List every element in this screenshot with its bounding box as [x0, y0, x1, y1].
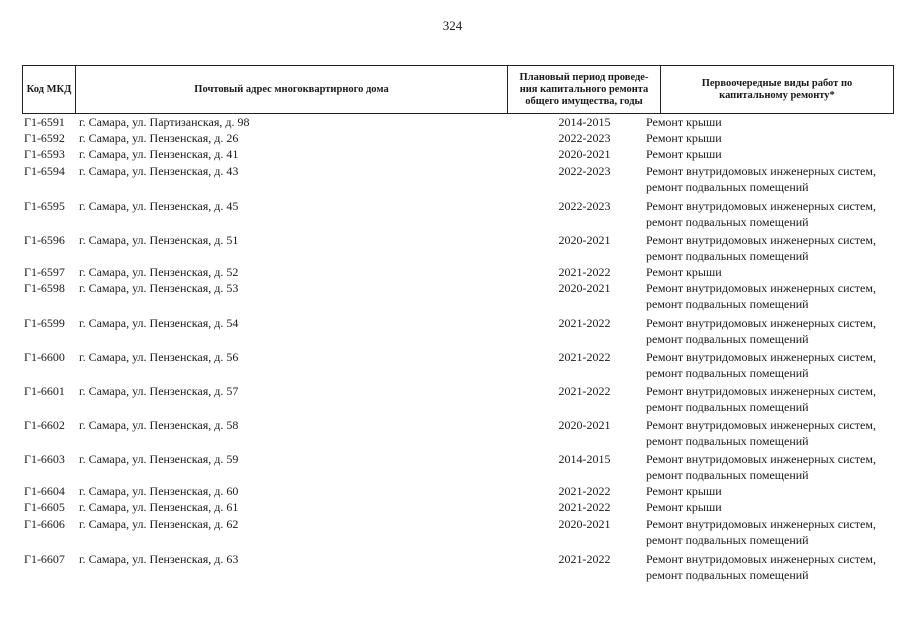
row-address: г. Самара, ул. Пензенская, д. 43 [79, 164, 239, 178]
row-code: Г1-6591 [24, 115, 65, 129]
row-works: Ремонт внутридомовых инженерных систем, ремонт подвальных помещений [646, 316, 876, 346]
row-works: Ремонт крыши [646, 265, 722, 279]
row-code: Г1-6598 [24, 281, 65, 295]
row-code: Г1-6595 [24, 199, 65, 213]
row-works: Ремонт крыши [646, 131, 722, 145]
column-header-address: Почтовый адрес многоквартирного дома [76, 66, 508, 113]
row-code: Г1-6592 [24, 131, 65, 145]
row-period: 2021-2022 [558, 265, 611, 279]
row-works: Ремонт внутридомовых инженерных систем, ремонт подвальных помещений [646, 281, 876, 311]
row-works: Ремонт внутридомовых инженерных систем, ремонт подвальных помещений [646, 418, 876, 448]
row-period: 2022-2023 [558, 199, 611, 213]
column-header-period: Плановый период проведе-ния капитального ремонта общего имущества, годы [508, 66, 661, 113]
row-code: Г1-6600 [24, 350, 65, 364]
row-period: 2021-2022 [558, 384, 611, 398]
row-code: Г1-6593 [24, 147, 65, 161]
row-period: 2021-2022 [558, 484, 611, 498]
row-works: Ремонт внутридомовых инженерных систем, ремонт подвальных помещений [646, 517, 876, 547]
row-works: Ремонт внутридомовых инженерных систем, ремонт подвальных помещений [646, 199, 876, 229]
row-works: Ремонт внутридомовых инженерных систем, ремонт подвальных помещений [646, 233, 876, 263]
row-period: 2020-2021 [558, 281, 611, 295]
row-address: г. Самара, ул. Пензенская, д. 54 [79, 316, 239, 330]
row-address: г. Самара, ул. Пензенская, д. 63 [79, 552, 239, 566]
row-address: г. Самара, ул. Пензенская, д. 53 [79, 281, 239, 295]
row-address: г. Самара, ул. Пензенская, д. 26 [79, 131, 239, 145]
table-header [22, 65, 894, 114]
row-code: Г1-6605 [24, 500, 65, 514]
page-number: 324 [442, 18, 463, 33]
row-address: г. Самара, ул. Пензенская, д. 57 [79, 384, 239, 398]
row-period: 2014-2015 [558, 452, 611, 466]
row-works: Ремонт крыши [646, 147, 722, 161]
row-code: Г1-6601 [24, 384, 65, 398]
row-address: г. Самара, ул. Пензенская, д. 52 [79, 265, 239, 279]
column-header-code: Код МКД [22, 66, 76, 113]
row-works: Ремонт крыши [646, 500, 722, 514]
row-address: г. Самара, ул. Пензенская, д. 51 [79, 233, 239, 247]
row-period: 2021-2022 [558, 316, 611, 330]
row-period: 2021-2022 [558, 500, 611, 514]
row-code: Г1-6597 [24, 265, 65, 279]
row-period: 2020-2021 [558, 517, 611, 531]
row-period: 2014-2015 [558, 115, 611, 129]
row-period: 2021-2022 [558, 552, 611, 566]
row-address: г. Самара, ул. Пензенская, д. 41 [79, 147, 239, 161]
row-address: г. Самара, ул. Пензенская, д. 58 [79, 418, 239, 432]
column-header-works: Первоочередные виды работ по капитальному ремонту* [661, 66, 894, 113]
row-works: Ремонт внутридомовых инженерных систем, ремонт подвальных помещений [646, 552, 876, 582]
row-address: г. Самара, ул. Пензенская, д. 62 [79, 517, 239, 531]
row-works: Ремонт внутридомовых инженерных систем, ремонт подвальных помещений [646, 384, 876, 414]
row-code: Г1-6604 [24, 484, 65, 498]
row-code: Г1-6596 [24, 233, 65, 247]
row-code: Г1-6607 [24, 552, 65, 566]
row-period: 2020-2021 [558, 418, 611, 432]
row-period: 2022-2023 [558, 131, 611, 145]
row-code: Г1-6594 [24, 164, 65, 178]
row-works: Ремонт крыши [646, 115, 722, 129]
row-address: г. Самара, ул. Пензенская, д. 59 [79, 452, 239, 466]
row-code: Г1-6602 [24, 418, 65, 432]
row-address: г. Самара, ул. Партизанская, д. 98 [79, 115, 250, 129]
row-address: г. Самара, ул. Пензенская, д. 60 [79, 484, 239, 498]
row-period: 2022-2023 [558, 164, 611, 178]
row-address: г. Самара, ул. Пензенская, д. 56 [79, 350, 239, 364]
row-works: Ремонт внутридомовых инженерных систем, ремонт подвальных помещений [646, 164, 876, 194]
row-period: 2020-2021 [558, 147, 611, 161]
row-period: 2020-2021 [558, 233, 611, 247]
row-code: Г1-6599 [24, 316, 65, 330]
row-works: Ремонт крыши [646, 484, 722, 498]
row-address: г. Самара, ул. Пензенская, д. 45 [79, 199, 239, 213]
row-code: Г1-6603 [24, 452, 65, 466]
row-works: Ремонт внутридомовых инженерных систем, ремонт подвальных помещений [646, 452, 876, 482]
row-address: г. Самара, ул. Пензенская, д. 61 [79, 500, 239, 514]
row-works: Ремонт внутридомовых инженерных систем, ремонт подвальных помещений [646, 350, 876, 380]
row-code: Г1-6606 [24, 517, 65, 531]
row-period: 2021-2022 [558, 350, 611, 364]
